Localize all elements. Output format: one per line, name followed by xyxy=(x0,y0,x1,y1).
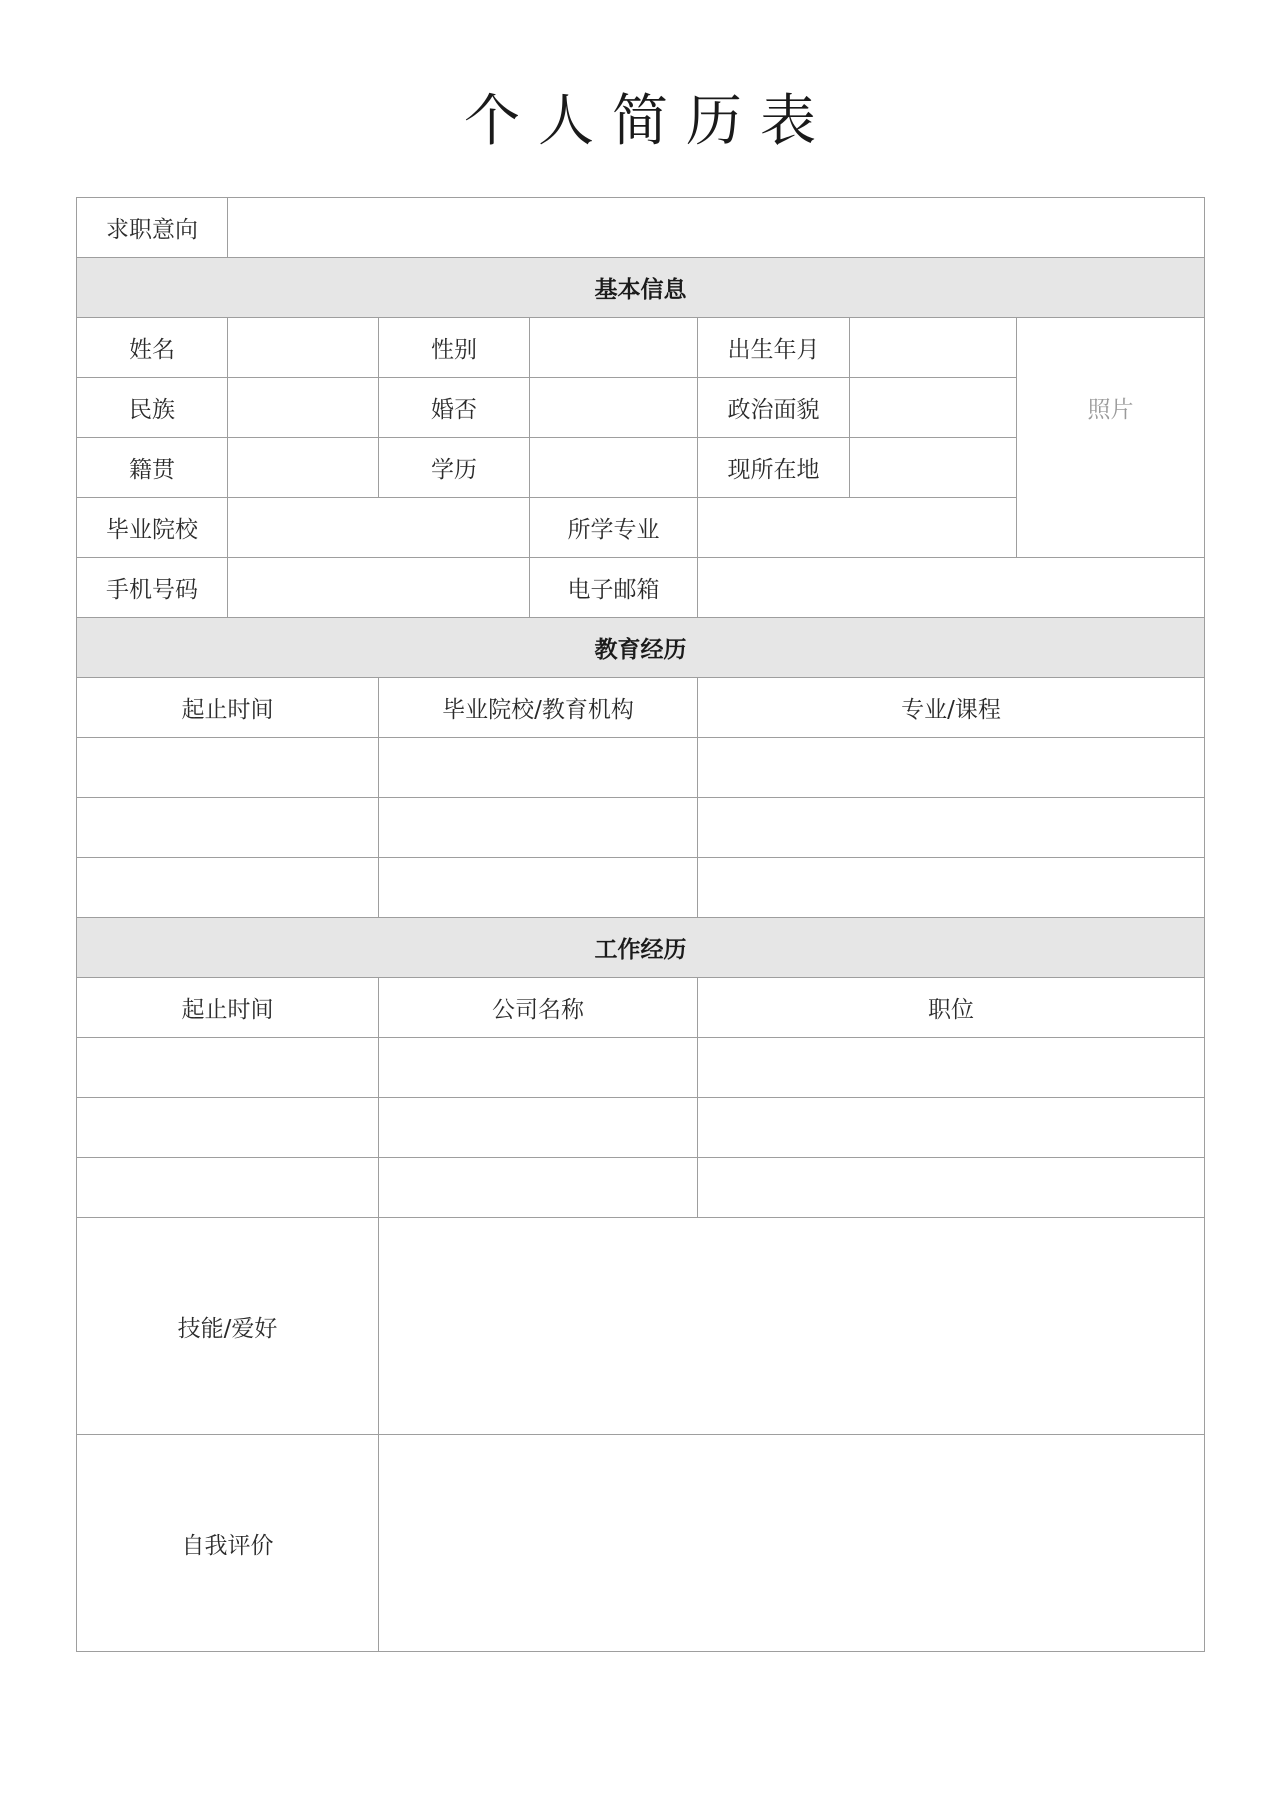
work-cell[interactable] xyxy=(379,1098,698,1158)
work-cell[interactable] xyxy=(698,1098,1205,1158)
education-cell[interactable] xyxy=(698,858,1205,918)
education-label: 学历 xyxy=(379,438,530,498)
native-place-field[interactable] xyxy=(228,438,379,498)
political-field[interactable] xyxy=(850,378,1017,438)
name-field[interactable] xyxy=(228,318,379,378)
education-cell[interactable] xyxy=(379,798,698,858)
self-evaluation-field[interactable] xyxy=(379,1435,1205,1652)
education-cell[interactable] xyxy=(698,798,1205,858)
email-field[interactable] xyxy=(698,558,1205,618)
education-cell[interactable] xyxy=(77,858,379,918)
email-label: 电子邮箱 xyxy=(530,558,698,618)
phone-label: 手机号码 xyxy=(77,558,228,618)
table-row xyxy=(77,858,1205,918)
work-cell[interactable] xyxy=(77,1158,379,1218)
education-field[interactable] xyxy=(530,438,698,498)
residence-label: 现所在地 xyxy=(698,438,850,498)
education-cell[interactable] xyxy=(77,798,379,858)
education-col-major: 专业/课程 xyxy=(698,678,1205,738)
skills-label: 技能/爱好 xyxy=(77,1218,379,1435)
job-intention-label: 求职意向 xyxy=(77,198,228,258)
job-intention-row xyxy=(77,198,1205,258)
work-col-company: 公司名称 xyxy=(379,978,698,1038)
residence-field[interactable] xyxy=(850,438,1017,498)
work-columns-row xyxy=(77,978,1205,1038)
education-cell[interactable] xyxy=(698,738,1205,798)
marital-label: 婚否 xyxy=(379,378,530,438)
job-intention-field[interactable] xyxy=(228,198,1205,258)
native-place-label: 籍贯 xyxy=(77,438,228,498)
work-cell[interactable] xyxy=(698,1038,1205,1098)
education-heading-row xyxy=(77,618,1205,678)
work-col-period: 起止时间 xyxy=(77,978,379,1038)
ethnicity-field[interactable] xyxy=(228,378,379,438)
table-row xyxy=(77,1038,1205,1098)
name-label: 姓名 xyxy=(77,318,228,378)
school-label: 毕业院校 xyxy=(77,498,228,558)
skills-field[interactable] xyxy=(379,1218,1205,1435)
basic-info-row-1 xyxy=(77,318,1205,378)
political-label: 政治面貌 xyxy=(698,378,850,438)
birth-label: 出生年月 xyxy=(698,318,850,378)
ethnicity-label: 民族 xyxy=(77,378,228,438)
phone-field[interactable] xyxy=(228,558,530,618)
work-heading: 工作经历 xyxy=(77,918,1205,978)
self-evaluation-label: 自我评价 xyxy=(77,1435,379,1652)
work-cell[interactable] xyxy=(698,1158,1205,1218)
work-cell[interactable] xyxy=(77,1098,379,1158)
work-col-position: 职位 xyxy=(698,978,1205,1038)
table-row xyxy=(77,738,1205,798)
table-row xyxy=(77,798,1205,858)
work-cell[interactable] xyxy=(77,1038,379,1098)
basic-info-heading-row xyxy=(77,258,1205,318)
education-cell[interactable] xyxy=(379,858,698,918)
education-columns-row xyxy=(77,678,1205,738)
self-evaluation-row xyxy=(77,1435,1205,1652)
photo-placeholder[interactable]: 照片 xyxy=(1017,318,1205,558)
education-cell[interactable] xyxy=(77,738,379,798)
major-label: 所学专业 xyxy=(530,498,698,558)
birth-field[interactable] xyxy=(850,318,1017,378)
education-col-period: 起止时间 xyxy=(77,678,379,738)
gender-field[interactable] xyxy=(530,318,698,378)
table-row xyxy=(77,1098,1205,1158)
basic-info-row-5 xyxy=(77,558,1205,618)
basic-info-heading: 基本信息 xyxy=(77,258,1205,318)
skills-row xyxy=(77,1218,1205,1435)
work-cell[interactable] xyxy=(379,1158,698,1218)
education-heading: 教育经历 xyxy=(77,618,1205,678)
education-col-school: 毕业院校/教育机构 xyxy=(379,678,698,738)
table-row xyxy=(77,1158,1205,1218)
school-field[interactable] xyxy=(228,498,530,558)
gender-label: 性别 xyxy=(379,318,530,378)
resume-table xyxy=(76,197,1205,1652)
work-cell[interactable] xyxy=(379,1038,698,1098)
page-title: 个人简历表 xyxy=(464,89,834,154)
work-heading-row xyxy=(77,918,1205,978)
education-cell[interactable] xyxy=(379,738,698,798)
major-field[interactable] xyxy=(698,498,1017,558)
marital-field[interactable] xyxy=(530,378,698,438)
